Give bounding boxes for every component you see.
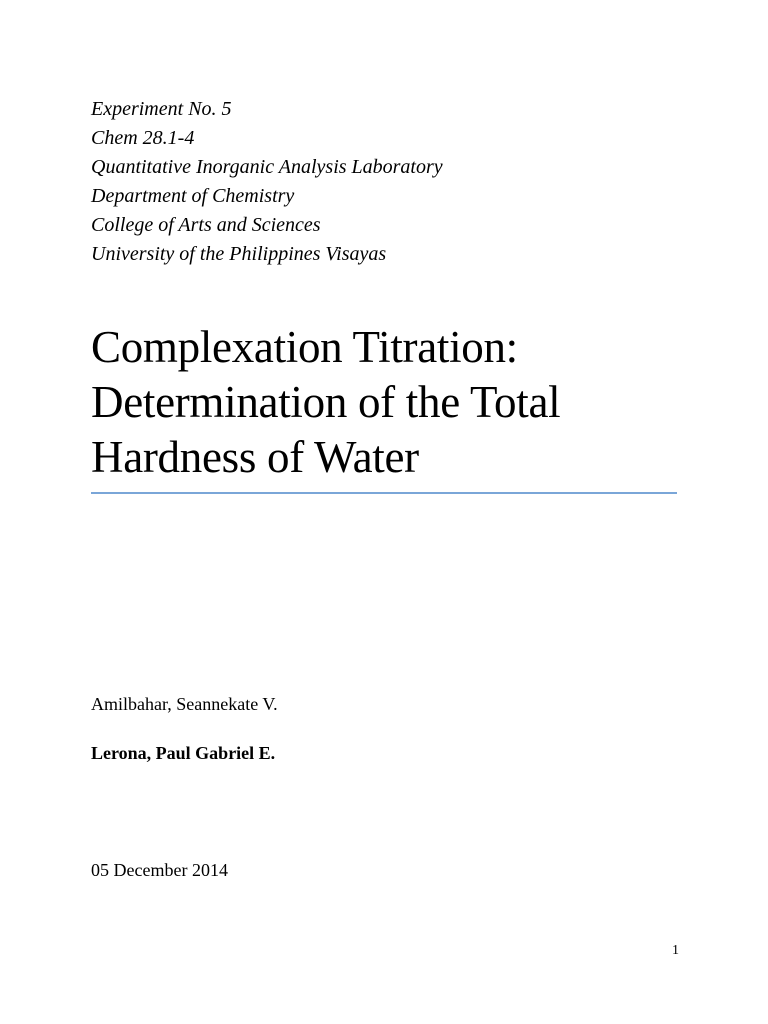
college-name: College of Arts and Sciences bbox=[91, 214, 321, 236]
submission-date: 05 December 2014 bbox=[91, 860, 228, 880]
report-header bbox=[91, 95, 691, 269]
department-name: Department of Chemistry bbox=[91, 185, 295, 207]
author-name-1: Amilbahar, Seannekate V. bbox=[91, 694, 278, 714]
title-line-1: Complexation Titration: bbox=[91, 322, 518, 372]
title-line-3: Hardness of Water bbox=[91, 432, 419, 482]
course-code: Chem 28.1-4 bbox=[91, 127, 195, 149]
laboratory-name: Quantitative Inorganic Analysis Laboratory bbox=[91, 156, 443, 178]
author-name-2: Lerona, Paul Gabriel E. bbox=[91, 743, 276, 763]
experiment-number: Experiment No. 5 bbox=[91, 98, 232, 120]
page-number: 1 bbox=[672, 943, 679, 958]
document-title bbox=[91, 320, 691, 485]
title-underline-divider bbox=[91, 492, 677, 494]
title-line-2: Determination of the Total bbox=[91, 377, 561, 427]
university-name: University of the Philippines Visayas bbox=[91, 243, 387, 265]
